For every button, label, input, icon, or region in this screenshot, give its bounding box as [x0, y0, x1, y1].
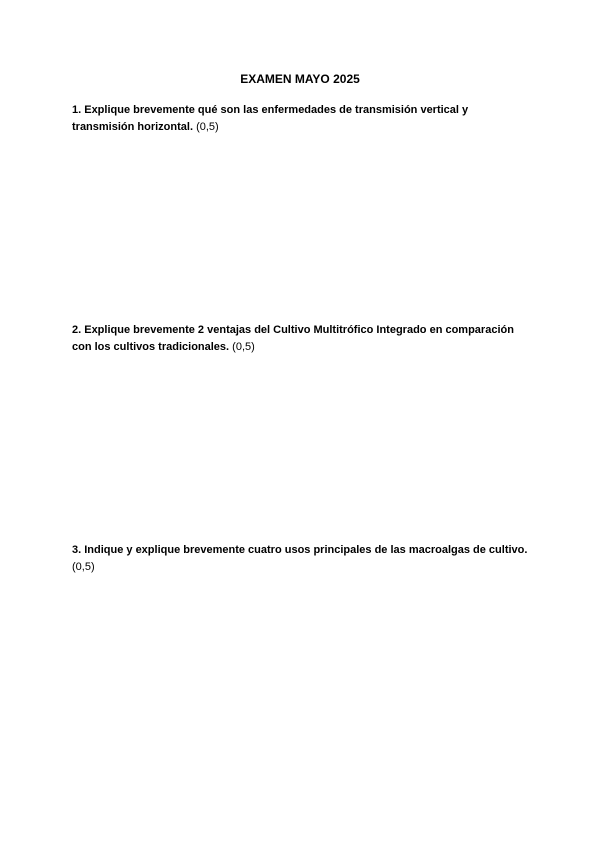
question-2-text: 2. Explique brevemente 2 ventajas del Cultivo Multitrófico Integrado en comparación con los cultivos tradicionales.: [72, 324, 514, 353]
question-2-points: (0,5): [232, 340, 255, 353]
question-3-points: (0,5): [72, 560, 95, 573]
question-3: [72, 542, 532, 575]
question-2: [72, 322, 532, 355]
question-3-text: 3. Indique y explique brevemente cuatro usos principales de las macroalgas de cultivo.: [72, 544, 528, 556]
question-1-text: 1. Explique brevemente qué son las enfermedades de transmisión vertical y transmisión horizontal.: [72, 104, 469, 133]
exam-title: EXAMEN MAYO 2025: [240, 72, 360, 86]
question-1-points: (0,5): [196, 120, 219, 133]
question-1: [72, 102, 532, 135]
